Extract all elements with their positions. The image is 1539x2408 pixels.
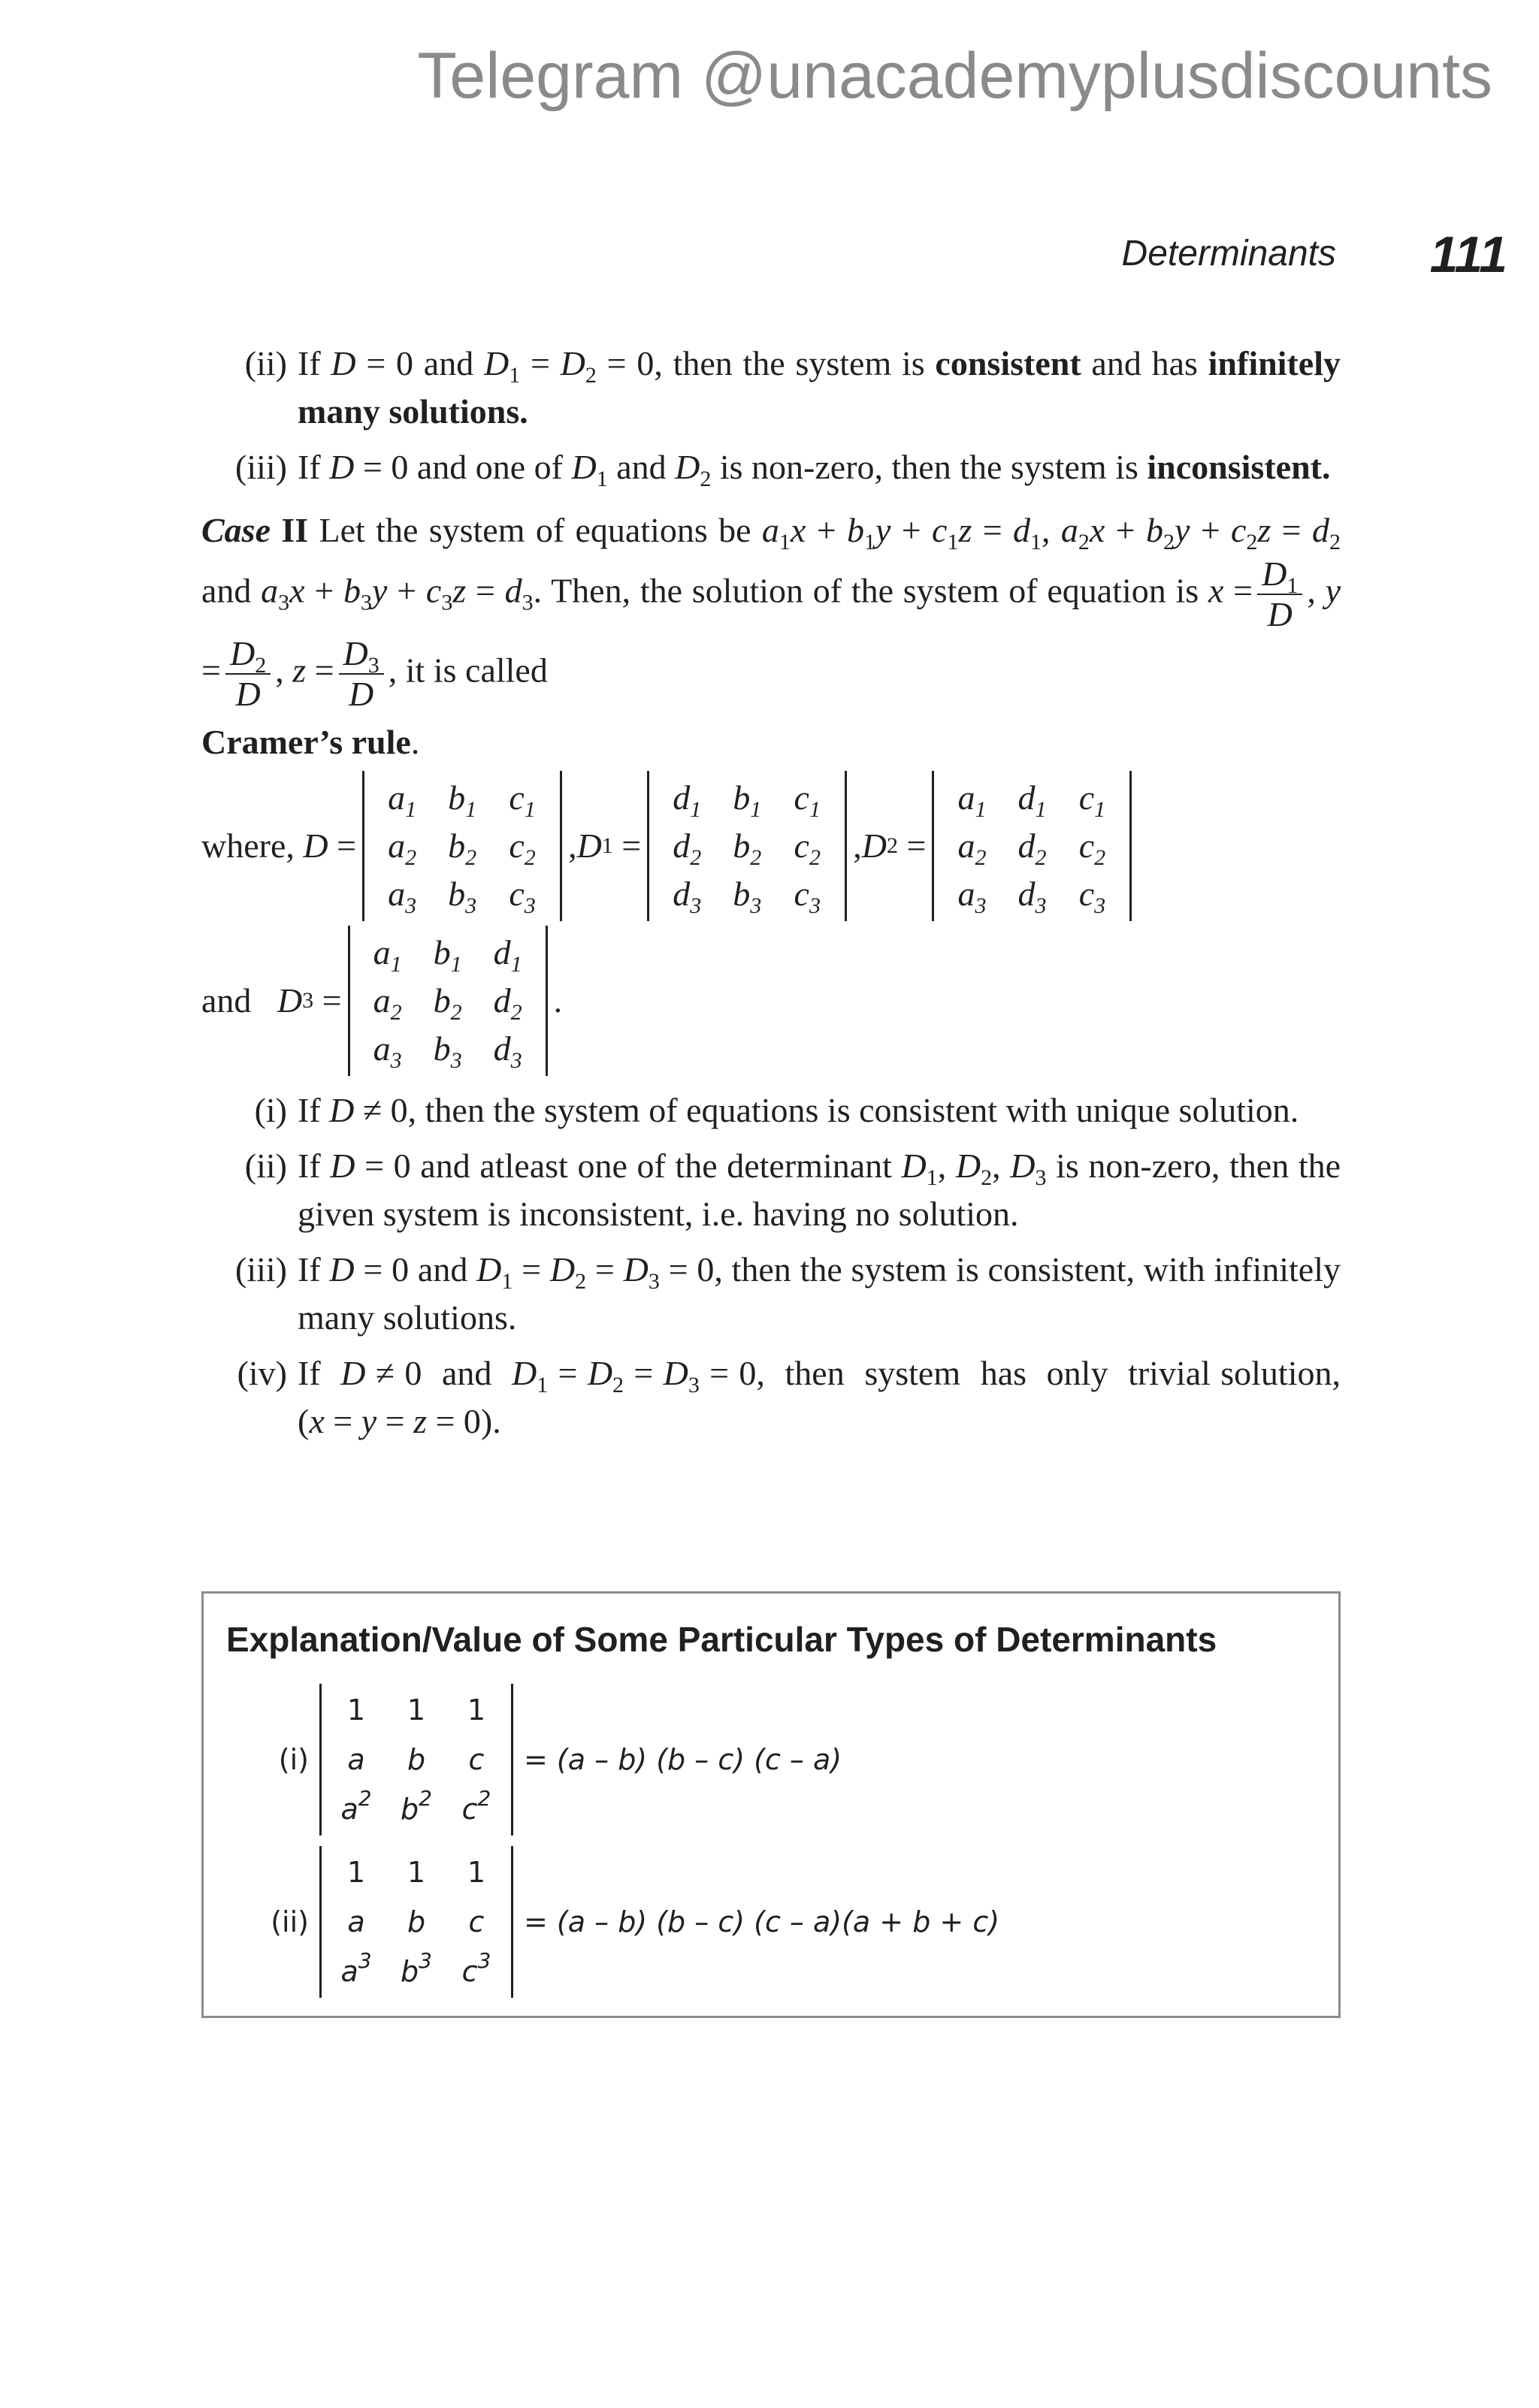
list-item bbox=[201, 1086, 1341, 1135]
case-ii-paragraph: Case II Let the system of equations be $a_1x + b_1y + c_1z = d_1$, $a_2x + b_2y + c_2z = d_2$ and $a_3x + b_3y + c_3z = d_3$. Then, the solution of the system of equation is x = $\frac{D_1}{D}$ , y = $\frac{D_2}{D}$ , z = $\frac{D_3}{D}$ , it is called bbox=[201, 511, 1341, 713]
list-item bbox=[201, 1246, 1341, 1342]
box-item-label: (i) bbox=[278, 1743, 309, 1776]
cubic-determinant: 1 1 1 a b c $a^3$ $b^3$ $c^3$ bbox=[319, 1846, 513, 1998]
determinant-d2: $a_1$ $d_1$ $c_1$ $a_2$ $d_2$ $c_2$ $a_3$ $d_3$ $c_3$ bbox=[932, 771, 1132, 921]
box-item-label: (ii) bbox=[271, 1905, 309, 1938]
determinant-d: $a_1$ $b_1$ $c_1$ $a_2$ $b_2$ $c_2$ $a_3$ $b_3$ $c_3$ bbox=[362, 771, 562, 921]
item-number: (ii) bbox=[244, 344, 287, 382]
item-text: If D = 0 and one of $D_1$ and $D_2$ is non-zero, then the system is inconsistent. bbox=[298, 448, 1331, 491]
page-number: 111 bbox=[1429, 226, 1507, 283]
cramer-title: Cramer’s rule bbox=[201, 723, 411, 761]
list-item bbox=[201, 1349, 1341, 1446]
list-item bbox=[201, 1142, 1341, 1238]
determinant-definitions: where, D = $a_1$ $b_1$ $c_1$ $a_2$ $b_2$ $c_2$ $a_3$ $b_3$ $c_3$ , D 1 = $d_1$ $b_1$ $c_1$ $d_2$ $b_2$ $c_2$ $d_3$ $b_3$ $c_3$ , D 2 = $a_1$ $d_1$ $c_1$ $a_2$ $d_2$ $c_2$ $a_3$ $d_3$ $c_3$ bbox=[201, 771, 1341, 921]
cramer-rule: Cramer’s rule. bbox=[201, 723, 420, 761]
and-label: and bbox=[201, 981, 252, 1020]
box-item bbox=[241, 1846, 999, 1998]
case-heading: Case bbox=[201, 511, 271, 549]
item-number: (iv) bbox=[237, 1354, 287, 1392]
determinant-d3-row: and D 3 = $a_1$ $b_1$ $d_1$ $a_2$ $b_2$ $d_2$ $a_3$ $b_3$ $d_3$ . bbox=[201, 926, 1341, 1076]
determinant-d3: $a_1$ $b_1$ $d_1$ $a_2$ $b_2$ $d_2$ $a_3$ $b_3$ $d_3$ bbox=[348, 926, 548, 1076]
list-item bbox=[201, 443, 1341, 491]
vandermonde-determinant: 1 1 1 a b c $a^2$ $b^2$ $c^2$ bbox=[319, 1684, 513, 1835]
box-item-result: = (a – b) (b – c) (c – a)(a + b + c) bbox=[524, 1905, 1000, 1938]
item-number: (iii) bbox=[235, 1250, 287, 1289]
called-text: , it is called bbox=[388, 651, 548, 690]
watermark: Telegram @unacademyplusdiscounts bbox=[417, 40, 1492, 112]
item-number: (iii) bbox=[235, 448, 287, 486]
box-title: Explanation/Value of Some Particular Types of Determinants bbox=[226, 1620, 1217, 1659]
item-text: If D ≠ 0, then the system of equations is consistent with unique solution. bbox=[298, 1091, 1299, 1129]
item-number: (i) bbox=[254, 1091, 287, 1129]
box-item-result: = (a – b) (b – c) (c – a) bbox=[524, 1743, 842, 1776]
determinant-d1: $d_1$ $b_1$ $c_1$ $d_2$ $b_2$ $c_2$ $d_3$ $b_3$ $c_3$ bbox=[647, 771, 847, 921]
page-content bbox=[201, 340, 1341, 1453]
item-number: (ii) bbox=[244, 1147, 287, 1185]
list-item bbox=[201, 340, 1341, 436]
where-label: where, bbox=[201, 826, 295, 865]
case-number: II bbox=[281, 511, 309, 549]
explanation-box bbox=[201, 1591, 1341, 2018]
box-item bbox=[241, 1684, 842, 1835]
running-head: Determinants bbox=[1121, 234, 1336, 273]
item-text: If D = 0 and $D_1 = D_2 = D_3 = 0$, then the system is consistent, with infinitely many solutions. bbox=[298, 1250, 1341, 1337]
item-text: If D = 0 and atleast one of the determinant $D_1$, $D_2$, $D_3$ is non-zero, then the given system is inconsistent, i.e. having no solution. bbox=[298, 1147, 1341, 1233]
item-text: If D = 0 and $D_1 = D_2 = 0$, then the system is consistent and has infinitely many solutions. bbox=[298, 344, 1341, 431]
item-text: If D ≠ 0 and $D_1 = D_2 = D_3 = 0$, then system has only trivial solution, (x = y = z = 0). bbox=[298, 1354, 1341, 1440]
